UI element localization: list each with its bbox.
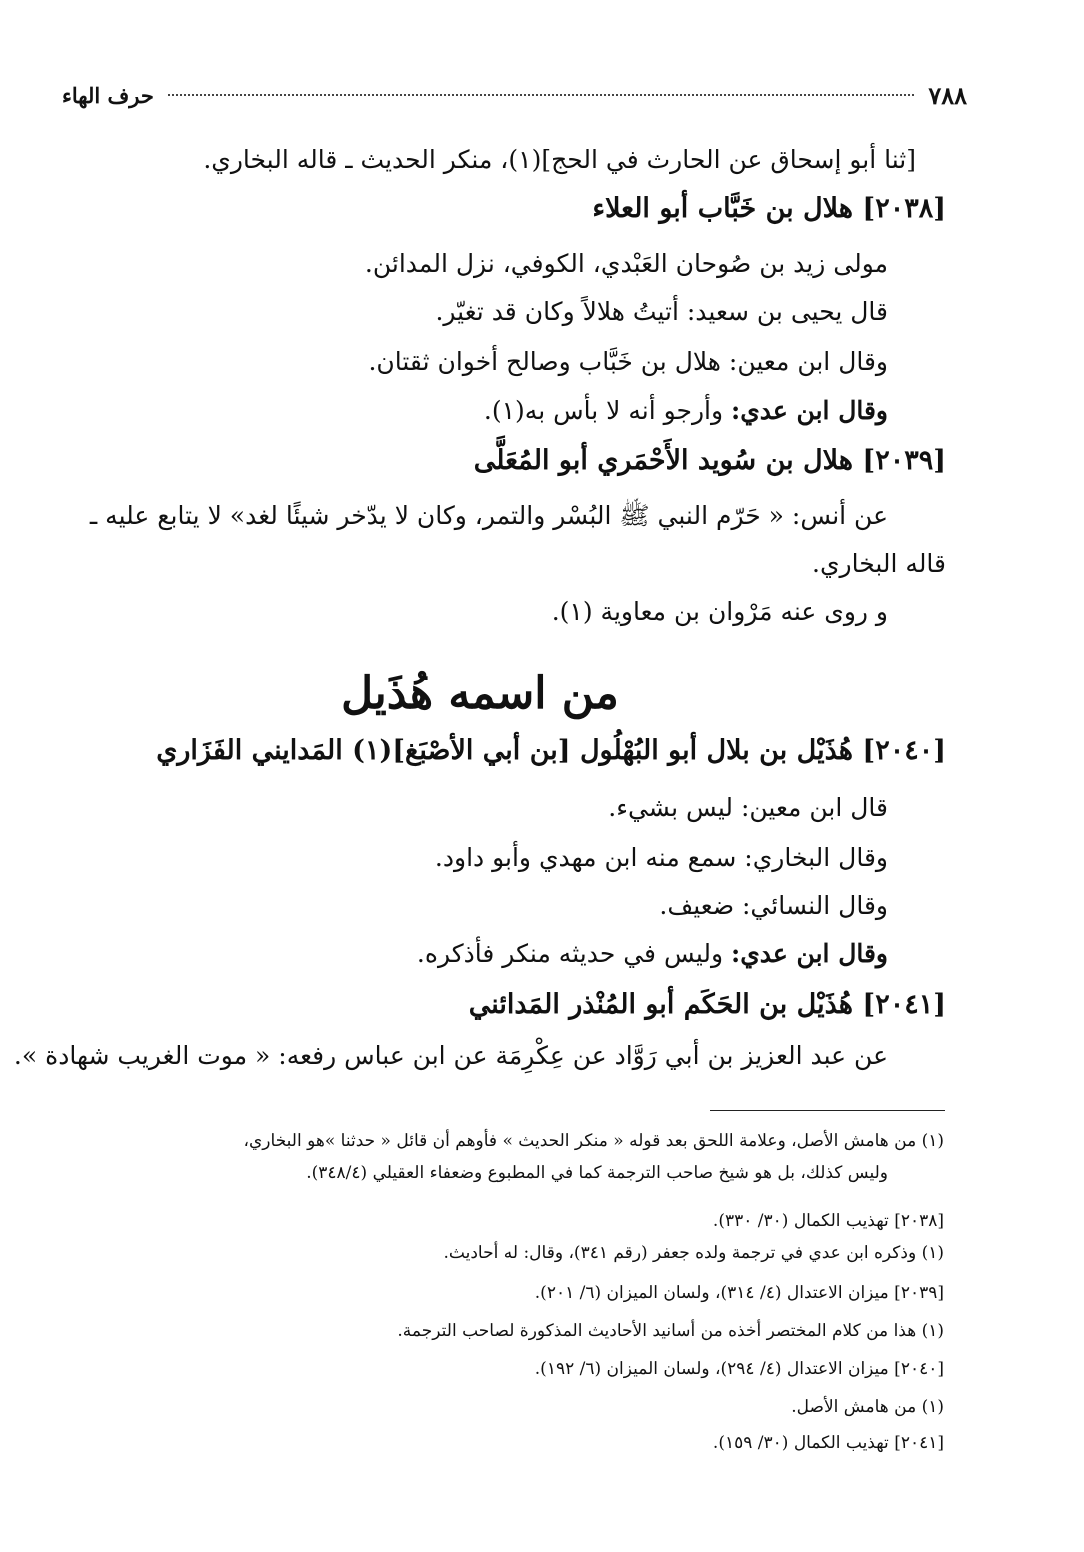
text-line: و روى عنه مَرْوان بن معاوية (١). bbox=[551, 597, 888, 626]
entry-number: [٢٠٤٠] bbox=[862, 735, 946, 766]
text-line bbox=[484, 395, 888, 426]
text-line bbox=[417, 938, 888, 969]
footnote: وليس كذلك، بل هو شيخ صاحب الترجمة كما في المطبوع وضعفاء العقيلي (٣٤٨/٤). bbox=[306, 1163, 888, 1183]
entry-number: [٢٠٣٩] bbox=[862, 445, 946, 476]
page-header bbox=[62, 80, 967, 110]
entry-heading-2039 bbox=[474, 444, 946, 478]
footnote: [٢٠٣٩] ميزان الاعتدال (٤/ ٣١٤)، ولسان الميزان (٦/ ٢٠١). bbox=[534, 1283, 944, 1303]
text-line: قال يحيى بن سعيد: أتيتُ هلالاً وكان قد تغيّر. bbox=[435, 297, 888, 326]
text-line: عن أنس: « حَرّم النبي ﷺ البُسْر والتمر، وكان لا يدّخر شيئًا لغد» لا يتابع عليه ـ bbox=[89, 501, 888, 530]
entry-number: [٢٠٣٨] bbox=[862, 193, 946, 224]
footnote: (١) من هامش الأصل، وعلامة اللحق بعد قوله « منكر الحديث » فأوهم أن قائل « حدثنا »هو البخاري، bbox=[243, 1131, 944, 1151]
entry-number: [٢٠٤١] bbox=[862, 989, 946, 1020]
entry-heading-2038 bbox=[592, 192, 946, 226]
entry-name: هلال بن سُويد الأَحْمَري أبو المُعَلَّى bbox=[473, 445, 854, 476]
footnote-separator bbox=[710, 1110, 945, 1111]
speaker-text: وأرجو أنه لا بأس به(١). bbox=[483, 396, 724, 425]
text-line: [ثنا أبو إسحاق عن الحارث في الحج](١)، منكر الحديث ـ قاله البخاري. bbox=[203, 145, 916, 174]
speaker-text: وليس في حديثه منكر فأذكره. bbox=[416, 939, 724, 968]
text-line: مولى زيد بن صُوحان العَبْدي، الكوفي، نزل المدائن. bbox=[364, 249, 888, 278]
footnote: (١) من هامش الأصل. bbox=[791, 1397, 944, 1417]
footnote: (١) وذكره ابن عدي في ترجمة ولده جعفر (رقم ٣٤١)، وقال: له أحاديث. bbox=[443, 1243, 944, 1263]
footnote: [٢٠٤١] تهذيب الكمال (٣٠/ ١٥٩). bbox=[712, 1433, 944, 1453]
entry-name: هلال بن خَبَّاب أبو العلاء bbox=[592, 193, 854, 224]
text-line: وقال البخاري: سمع منه ابن مهدي وأبو داود. bbox=[434, 843, 888, 872]
page-number: ٧٨٨ bbox=[928, 80, 967, 110]
text-line: وقال ابن معين: هلال بن خَبَّاب وصالح أخوان ثقتان. bbox=[368, 347, 888, 376]
header-dotted-rule bbox=[168, 94, 914, 96]
speaker-label: وقال ابن عدي: bbox=[731, 939, 888, 968]
text-line: عن عبد العزيز بن أبي رَوَّاد عن عِكْرِمَة عن ابن عباس رفعه: « موت الغريب شهادة ». bbox=[13, 1041, 888, 1070]
section-title: من اسمه هُذَيل bbox=[341, 668, 619, 719]
footnote: [٢٠٣٨] تهذيب الكمال (٣٠/ ٣٣٠). bbox=[712, 1211, 944, 1231]
footnote: [٢٠٤٠] ميزان الاعتدال (٤/ ٢٩٤)، ولسان الميزان (٦/ ١٩٢). bbox=[534, 1359, 944, 1379]
running-title: حرف الهاء bbox=[62, 82, 154, 108]
entry-heading-2041 bbox=[469, 988, 946, 1022]
text-line: وقال النسائي: ضعيف. bbox=[659, 891, 888, 920]
speaker-label: وقال ابن عدي: bbox=[731, 396, 888, 425]
entry-name: هُذَيْل بن بلال أبو البُهْلُول [بن أبي الأصْبَغ](١) المَدايني الفَزَاري bbox=[156, 735, 854, 766]
text-line: قال ابن معين: ليس بشيء. bbox=[608, 793, 888, 822]
text-line: قاله البخاري. bbox=[812, 549, 946, 578]
entry-name: هُذَيْل بن الحَكَم أبو المُنْذر المَدائني bbox=[468, 989, 854, 1020]
entry-heading-2040 bbox=[156, 734, 946, 768]
footnote: (١) هذا من كلام المختصر أخذه من أسانيد الأحاديث المذكورة لصاحب الترجمة. bbox=[397, 1321, 944, 1341]
